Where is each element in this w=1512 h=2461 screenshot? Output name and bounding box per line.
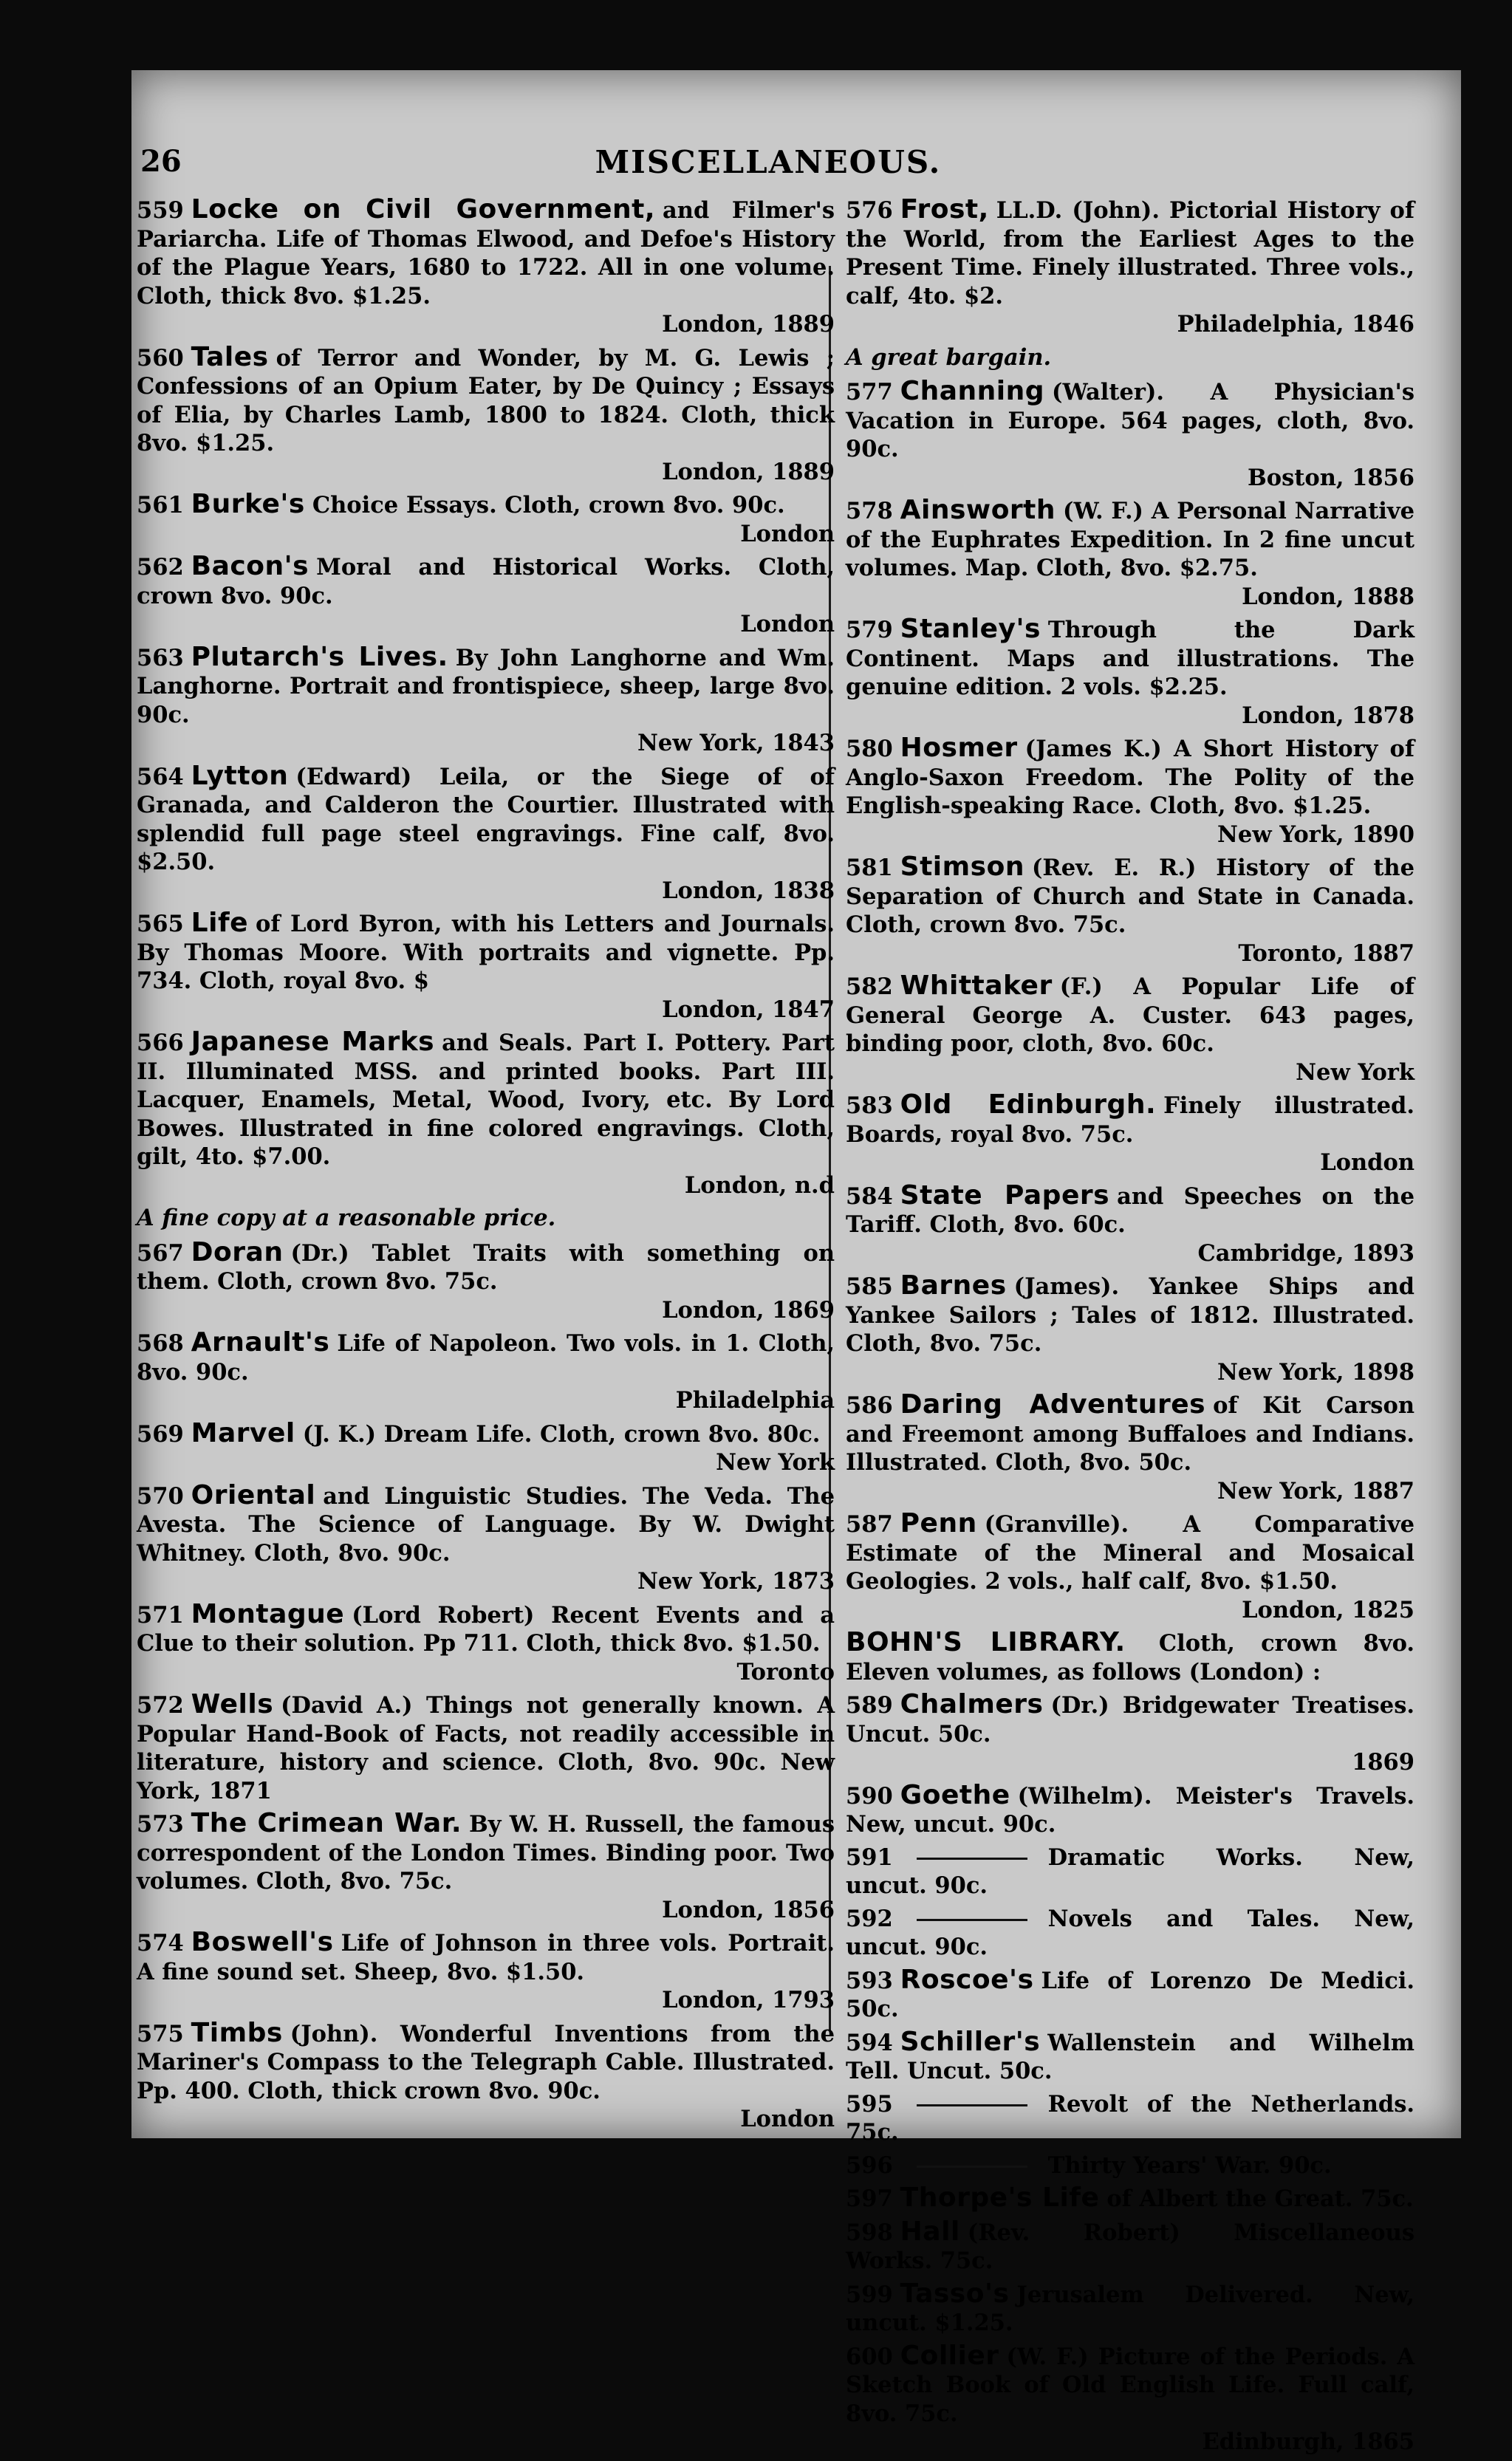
entry-author: Arnault's [191,1327,330,1358]
entry-description: (Dr.) Bridgewater Treatises. Uncut. 50c. [846,1692,1414,1748]
entry-number: 585 [846,1273,893,1300]
entry-number: 578 [846,498,893,524]
entry-author: Stanley's [900,614,1041,644]
catalog-entry [137,1810,835,1924]
entry-author: Locke on Civil Government, [191,194,655,225]
entry-author: Tasso's [900,2278,1010,2309]
right-entries [846,196,1414,1624]
entry-publication: Cambridge, 1893 [1197,1239,1414,1267]
entry-description: Finely illustrated. Boards, royal 8vo. 75c. [846,1092,1414,1148]
entry-number: 573 [137,1811,184,1838]
catalog-entry [846,496,1414,611]
entry-description: Thirty Years' War. 90c. [1047,2152,1332,2179]
entry-number: 597 [846,2186,893,2212]
entry-number: 567 [137,1239,184,1267]
entry-author: Daring Adventures [900,1389,1206,1420]
ditto-dash [917,1858,1027,1860]
entry-number: 587 [846,1511,893,1538]
entry-number: 559 [137,197,184,224]
catalog-entry [846,1844,1414,1900]
ditto-dash [917,1919,1027,1921]
entry-description: (Lord Robert) Recent Events and a Clue to their solution. Pp 711. Cloth, thick 8vo. $1.50. [137,1601,835,1657]
catalog-entry [846,1510,1414,1624]
entry-number: 576 [846,197,893,224]
entry-description: Life of Napoleon. Two vols. in 1. Cloth, 8vo. 90c. [137,1330,835,1386]
entry-number: 579 [846,617,893,643]
entry-publication: Boston, 1856 [1247,464,1414,491]
entry-publication: London [740,2106,835,2132]
entry-author: Whittaker [900,971,1053,1001]
entry-publication: New York, 1843 [637,730,835,756]
catalog-entry [137,1928,835,2015]
entry-description: and Filmer's Pariarcha. Life of Thomas Elwood, and Defoe's History of the Plague Years, 1680 to 1722. All in one volume. Cloth, thick 8vo. $1.25. [137,197,835,309]
entry-publication: New York [1296,1058,1414,1086]
entry-number: 562 [137,554,184,581]
entry-description: (F.) A Popular Life of General George A. Custer. 643 pages, binding poor, cloth, 8vo. 60c. [846,973,1414,1057]
entry-author: Hall [900,2216,960,2247]
catalog-entry [846,734,1414,849]
entry-description: (W. F.) Picture of the Periods. A Sketch Book of Old English Life. Full calf, 8vo. 75c. [846,2343,1414,2427]
catalog-entry [846,1091,1414,1177]
entry-description: (John). Wonderful Inventions from the Mariner's Compass to the Telegraph Cable. Illustrated. Pp. 400. Cloth, thick crown 8vo. 90c. [137,2020,835,2104]
catalog-entry [846,2090,1414,2147]
entry-description: of Kit Carson and Freemont among Buffaloes and Indians. Illustrated. Cloth, 8vo. 50c. [846,1392,1414,1476]
entry-publication: London [740,611,835,637]
catalog-entry [137,1028,835,1199]
entry-description: (James). Yankee Ships and Yankee Sailors ; Tales of 1812. Illustrated. Cloth, 8vo. 75c. [846,1273,1414,1357]
entry-number: 569 [137,1420,184,1448]
catalog-entry [846,1182,1414,1268]
entry-publication: Philadelphia, 1846 [1177,311,1414,338]
entry-description: (Edward) Leila, or the Siege of of Granada, and Calderon the Courtier. Illustrated with splendid full page steel engravings. Fine calf, 8vo. $2.50. [137,763,835,875]
catalog-entry [846,1272,1414,1386]
entry-number: 590 [846,1782,893,1810]
entry-number: 600 [846,2343,893,2370]
entry-description: (David A.) Things not generally known. A Popular Hand-Book of Facts, not readily accessible in literature, history and science. Cloth, 8vo. 90c. New York, 1871 [137,1692,835,1804]
catalog-entry [137,2019,835,2134]
entry-author: Japanese Marks [191,1027,435,1057]
entry-publication: New York, 1890 [1217,821,1414,848]
entry-number: 577 [846,379,893,405]
entry-number: 582 [846,973,893,1000]
entry-number: 599 [846,2281,893,2308]
entry-description: Jerusalem Delivered. New, uncut. $1.25. [846,2281,1414,2336]
entry-publication: London, 1838 [662,877,835,904]
entry-description: By W. H. Russell, the famous correspondent of the London Times. Binding poor. Two volumes. Cloth, 8vo. 75c. [137,1811,835,1894]
entry-description: and Seals. Part I. Pottery. Part II. Illuminated MSS. and printed books. Part III. Lacquer, Enamels, Metal, Wood, Ivory, etc. By Lord Bowes. Illustrated in fine colored engravings. Cloth, gilt, 4to. $7.00. [137,1030,835,1170]
entry-number: 568 [137,1330,184,1357]
catalog-entry [846,1905,1414,1962]
entry-number: 584 [846,1182,893,1210]
entry-number: 586 [846,1392,893,1419]
entry-number: 560 [137,344,184,372]
entry-author: Collier [900,2340,999,2371]
entry-author: Bacon's [191,551,309,581]
entry-publication: London, 1847 [662,996,835,1023]
entry-number: 564 [137,763,184,790]
catalog-entry [846,1691,1414,1777]
entry-note: A great bargain. [846,343,1052,371]
entry-author: Stimson [900,852,1024,882]
entry-author: Tales [191,341,269,372]
entry-author: The Crimean War. [191,1808,462,1838]
entry-description: Moral and Historical Works. Cloth, crown 8vo. 90c. [137,554,835,609]
entry-description: of Lord Byron, with his Letters and Journals. By Thomas Moore. With portraits and vignette. Pp. 734. Cloth, royal 8vo. $ [137,911,835,994]
entry-description: By John Langhorne and Wm. Langhorne. Portrait and frontispiece, sheep, large 8vo. 90c. [137,644,835,728]
entry-description: (Wilhelm). Meister's Travels. New, uncut. 90c. [846,1782,1414,1838]
catalog-entry [846,2184,1414,2214]
entry-publication: New York, 1898 [1217,1358,1414,1386]
catalog-entry [846,2342,1414,2457]
entry-description: (W. F.) A Personal Narrative of the Euphrates Expedition. In 2 fine uncut volumes. Map. Cloth, 8vo. $2.75. [846,498,1414,581]
ditto-dash [917,2104,1027,2106]
entry-description: (Granville). A Comparative Estimate of the Mineral and Mosaical Geologies. 2 vols., half calf, 8vo. $1.50. [846,1511,1414,1595]
catalog-entry [137,1329,835,1415]
entry-author: Montague [191,1598,345,1629]
entry-number: 571 [137,1601,184,1629]
entry-publication: London [740,520,835,547]
entry-publication: London, 1889 [662,458,835,485]
entry-author: State Papers [900,1180,1110,1211]
entry-author: Boswell's [191,1927,334,1957]
entry-number: 592 [846,1905,893,1932]
bohn-key: BOHN'S LIBRARY. [846,1627,1126,1657]
entry-author: Hosmer [900,733,1018,763]
bohn-text: Cloth, crown 8vo. Eleven volumes, as follows (London) : [846,1630,1414,1685]
entry-description: (Dr.) Tablet Traits with something on them. Cloth, crown 8vo. 75c. [137,1239,835,1295]
entry-publication: Toronto, 1887 [1238,939,1414,967]
catalog-entry [137,909,835,1024]
catalog-entry [137,196,835,339]
entry-publication: Edinburgh, 1865 [1202,2429,1414,2455]
entry-number: 595 [846,2090,893,2118]
entry-publication: New York [716,1449,835,1476]
entry-description: Dramatic Works. New, uncut. 90c. [846,1844,1414,1899]
entry-description: Through the Dark Continent. Maps and illustrations. The genuine edition. 2 vols. $2.25. [846,617,1414,700]
entry-author: Penn [900,1508,977,1538]
entry-author: Old Edinburgh. [900,1089,1157,1120]
catalog-entry [846,1781,1414,1839]
entry-number: 565 [137,911,184,937]
entry-author: Roscoe's [900,1964,1034,1995]
catalog-entry [137,552,835,639]
entry-description: (Rev. E. R.) History of the Separation of Church and State in Canada. Cloth, crown 8vo. 75c. [846,855,1414,938]
page-number: 26 [140,144,182,179]
entry-publication: 1869 [1352,1749,1414,1776]
catalog-entry [137,343,835,487]
entry-publication: New York, 1873 [637,1568,835,1595]
entry-number: 580 [846,736,893,762]
entry-author: Oriental [191,1479,316,1510]
catalog-entry [846,196,1414,339]
entry-number: 593 [846,1967,893,1994]
entry-description: and Linguistic Studies. The Veda. The Avesta. The Science of Language. By W. Dwight Whitney. Cloth, 8vo. 90c. [137,1482,835,1567]
entry-description: of Albert the Great. 75c. [1106,2186,1414,2212]
catalog-entry [846,2152,1414,2180]
entry-number: 591 [846,1844,893,1871]
entry-author: Wells [191,1689,274,1719]
entry-number: 561 [137,492,184,518]
entry-author: Frost, [900,194,989,225]
entry-author: Ainsworth [900,495,1056,525]
entry-number: 572 [137,1692,184,1719]
entry-author: Barnes [900,1270,1007,1301]
entry-number: 574 [137,1930,184,1957]
entry-author: Thorpe's Life [900,2183,1100,2213]
catalog-entry [846,377,1414,492]
entry-description: (Rev. Robert) Miscellaneous Works. 75c. [846,2219,1414,2274]
entry-number: 563 [137,644,184,671]
bohn-entries [846,1691,1414,2457]
catalog-entry [846,1391,1414,1505]
right-column [846,196,1414,2461]
entry-description: Revolt of the Netherlands. 75c. [846,2090,1414,2146]
entry-publication: Toronto [736,1658,835,1685]
entry-description: (Walter). A Physician's Vacation in Europe. 564 pages, cloth, 8vo. 90c. [846,379,1414,462]
catalog-entry [137,643,835,758]
entry-number: 589 [846,1692,893,1719]
entry-author: Plutarch's Lives. [191,641,448,672]
entry-number: 581 [846,855,893,881]
entry-author: Marvel [191,1417,295,1448]
entry-description: (James K.) A Short History of Anglo-Saxon Freedom. The Polity of the English-speaking Race. Cloth, 8vo. $1.25. [846,736,1414,819]
entry-publication: New York, 1887 [1217,1477,1414,1505]
entry-author: Burke's [191,489,305,519]
catalog-entry [846,972,1414,1086]
entry-number: 583 [846,1092,893,1119]
catalog-entry [137,1236,835,1325]
entry-number: 598 [846,2219,893,2246]
catalog-entry [137,1598,835,1687]
catalog-entry [137,1691,835,1805]
entry-number: 570 [137,1482,184,1510]
entry-publication: London, 1793 [662,1987,835,2013]
entry-description: Novels and Tales. New, uncut. 90c. [846,1905,1414,1960]
left-column [137,196,835,2138]
entry-publication: London, 1825 [1242,1596,1414,1623]
entry-publication: London, 1856 [662,1896,835,1923]
catalog-entry [846,615,1414,730]
entry-description: (J. K.) Dream Life. Cloth, crown 8vo. 80c. [302,1420,821,1448]
entry-description: Wallenstein and Wilhelm Tell. Uncut. 50c. [846,2029,1414,2084]
entry-publication: London, 1878 [1242,702,1414,729]
entry-description: of Terror and Wonder, by M. G. Lewis ; Confessions of an Opium Eater, by De Quincy ; Essays of Elia, by Charles Lamb, 1800 to 1824. Cloth, thick 8vo. $1.25. [137,344,835,456]
page-header [140,144,1396,188]
ditto-dash [917,2166,1027,2168]
catalog-entry [137,490,835,548]
entry-number: 575 [137,2020,184,2047]
entry-publication: London, n.d [684,1171,835,1199]
catalog-entry [846,2280,1414,2338]
catalog-entry [137,1417,835,1477]
entry-author: Goethe [900,1779,1010,1810]
entry-description: and Speeches on the Tariff. Cloth, 8vo. 60c. [846,1182,1414,1238]
entry-number: 594 [846,2029,893,2056]
entry-author: Doran [191,1236,284,1267]
entry-publication: London, 1889 [662,311,835,338]
entry-author: Lytton [191,760,289,791]
entry-number: 596 [846,2152,893,2179]
catalog-entry [137,762,835,906]
entry-publication: London, 1888 [1242,583,1414,610]
entry-description: Life of Lorenzo De Medici. 50c. [846,1967,1414,2022]
catalog-entry [846,1966,1414,2024]
entry-note: A fine copy at a reasonable price. [137,1205,556,1231]
entry-description: Life of Johnson in three vols. Portrait. A fine sound set. Sheep, 8vo. $1.50. [137,1930,835,1985]
entry-publication: London, 1869 [662,1296,835,1324]
page-title: MISCELLANEOUS. [595,144,942,180]
entry-author: Timbs [191,2017,283,2048]
entry-number: 566 [137,1030,184,1056]
entry-description: LL.D. (John). Pictorial History of the World, from the Earliest Ages to the Present Time. Finely illustrated. Three vols., calf, 4to. $2. [846,197,1414,309]
entry-publication: Philadelphia [675,1387,835,1414]
entry-author: Life [191,908,249,938]
bohn-library-heading [846,1629,1414,1686]
entry-author: Schiller's [900,2026,1041,2057]
entry-author: Channing [900,376,1045,406]
catalog-entry [846,853,1414,968]
catalog-entry [137,1479,835,1596]
catalog-entry [846,2028,1414,2086]
catalog-entry [846,2218,1414,2276]
entry-author: Chalmers [900,1689,1044,1719]
entry-description: Choice Essays. Cloth, crown 8vo. 90c. [312,492,785,518]
entry-publication: London [1320,1149,1414,1176]
